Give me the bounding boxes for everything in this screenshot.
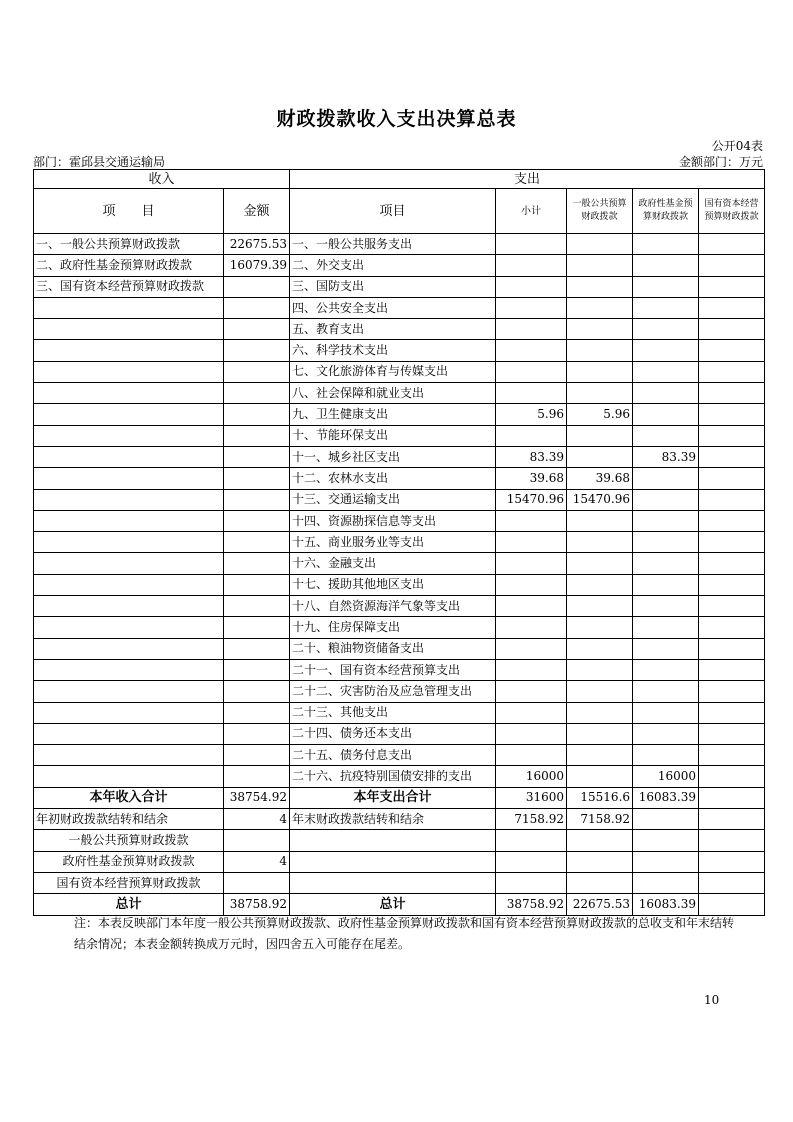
end-balance-label: 年末财政拨款结转和结余	[290, 809, 496, 830]
expense-state-capital	[699, 553, 765, 574]
total-row	[34, 830, 765, 851]
income-amount	[224, 340, 290, 361]
blank	[633, 872, 699, 893]
total-row	[34, 787, 765, 808]
total-row	[34, 809, 765, 830]
expense-state-capital	[699, 510, 765, 531]
table-row	[34, 361, 765, 382]
begin-sc-amount	[224, 872, 290, 893]
income-amount	[224, 425, 290, 446]
begin-general-amount	[224, 830, 290, 851]
table-row	[34, 532, 765, 553]
expense-state-capital	[699, 425, 765, 446]
year-income: 38754.92	[224, 787, 290, 808]
blank	[290, 851, 496, 872]
expense-general	[567, 553, 633, 574]
income-item	[34, 745, 224, 766]
year-expense-sc	[699, 787, 765, 808]
expense-state-capital	[699, 681, 765, 702]
expense-item: 十六、金融支出	[290, 553, 496, 574]
expense-state-capital	[699, 723, 765, 744]
expense-gov-fund	[633, 340, 699, 361]
unit-label: 金额部门：万元	[678, 155, 763, 169]
expense-item: 八、社会保障和就业支出	[290, 383, 496, 404]
expense-general	[567, 702, 633, 723]
end-balance-subtotal: 7158.92	[496, 809, 567, 830]
expense-general	[567, 446, 633, 467]
expense-item: 二十、粮油物资储备支出	[290, 638, 496, 659]
income-item	[34, 766, 224, 787]
end-balance-gov	[633, 809, 699, 830]
income-item	[34, 574, 224, 595]
expense-state-capital	[699, 468, 765, 489]
table-row	[34, 638, 765, 659]
expense-gov-fund	[633, 638, 699, 659]
expense-item: 九、卫生健康支出	[290, 404, 496, 425]
total-row	[34, 872, 765, 893]
income-amount	[224, 446, 290, 467]
expense-header: 支出	[290, 170, 765, 189]
income-item	[34, 468, 224, 489]
blank	[496, 872, 567, 893]
blank	[496, 830, 567, 851]
income-amount	[224, 319, 290, 340]
blank	[567, 830, 633, 851]
expense-state-capital	[699, 404, 765, 425]
expense-general	[567, 510, 633, 531]
expense-general	[567, 361, 633, 382]
income-item	[34, 681, 224, 702]
expense-gov-fund	[633, 681, 699, 702]
expense-item: 二十六、抗疫特别国债安排的支出	[290, 766, 496, 787]
expense-gov-fund	[633, 532, 699, 553]
expense-subtotal	[496, 425, 567, 446]
expense-subtotal	[496, 383, 567, 404]
table-row	[34, 446, 765, 467]
expense-state-capital	[699, 702, 765, 723]
expense-gov-fund	[633, 702, 699, 723]
grand-total-income-label: 总计	[34, 894, 224, 915]
expense-general: 15470.96	[567, 489, 633, 510]
expense-state-capital	[699, 234, 765, 255]
expense-gov-fund: 16000	[633, 766, 699, 787]
income-item	[34, 617, 224, 638]
income-amount	[224, 404, 290, 425]
grand-total-income: 38758.92	[224, 894, 290, 915]
form-number: 公开04表	[711, 139, 763, 153]
expense-state-capital	[699, 745, 765, 766]
expense-general	[567, 340, 633, 361]
expense-gov-fund	[633, 489, 699, 510]
expense-item: 十一、城乡社区支出	[290, 446, 496, 467]
table-row	[34, 702, 765, 723]
page-title: 财政拨款收入支出决算总表	[276, 108, 517, 130]
expense-subtotal	[496, 532, 567, 553]
table-row	[34, 319, 765, 340]
income-item	[34, 383, 224, 404]
table-row	[34, 510, 765, 531]
header-row-1	[34, 170, 765, 189]
expense-item: 四、公共安全支出	[290, 297, 496, 318]
expense-subtotal: 15470.96	[496, 489, 567, 510]
expense-general	[567, 383, 633, 404]
table-row	[34, 383, 765, 404]
income-item-header: 项 目	[34, 189, 224, 234]
expense-item: 七、文化旅游体育与传媒支出	[290, 361, 496, 382]
expense-subtotal	[496, 361, 567, 382]
blank	[567, 872, 633, 893]
table-row	[34, 340, 765, 361]
subtotal-header: 小计	[496, 189, 567, 234]
expense-subtotal	[496, 297, 567, 318]
expense-gov-fund	[633, 255, 699, 276]
blank	[290, 830, 496, 851]
expense-subtotal	[496, 340, 567, 361]
blank	[699, 830, 765, 851]
expense-state-capital	[699, 383, 765, 404]
expense-gov-fund	[633, 659, 699, 680]
expense-gov-fund	[633, 276, 699, 297]
income-item	[34, 702, 224, 723]
total-row	[34, 894, 765, 915]
expense-item: 十八、自然资源海洋气象等支出	[290, 596, 496, 617]
blank	[699, 872, 765, 893]
grand-total-general: 22675.53	[567, 894, 633, 915]
expense-state-capital	[699, 489, 765, 510]
expense-item-header: 项目	[290, 189, 496, 234]
expense-gov-fund	[633, 745, 699, 766]
grand-total-expense-label: 总计	[290, 894, 496, 915]
expense-item: 六、科学技术支出	[290, 340, 496, 361]
blank	[699, 851, 765, 872]
year-expense-subtotal: 31600	[496, 787, 567, 808]
income-amount	[224, 510, 290, 531]
expense-state-capital	[699, 446, 765, 467]
table-row	[34, 276, 765, 297]
table-row	[34, 596, 765, 617]
income-item	[34, 532, 224, 553]
expense-item: 五、教育支出	[290, 319, 496, 340]
income-item	[34, 425, 224, 446]
expense-state-capital	[699, 532, 765, 553]
expense-item: 十七、援助其他地区支出	[290, 574, 496, 595]
blank	[496, 851, 567, 872]
expense-state-capital	[699, 596, 765, 617]
expense-subtotal	[496, 319, 567, 340]
expense-subtotal	[496, 553, 567, 574]
income-item: 三、国有资本经营预算财政拨款	[34, 276, 224, 297]
table-row	[34, 489, 765, 510]
expense-item: 十三、交通运输支出	[290, 489, 496, 510]
income-item	[34, 340, 224, 361]
expense-state-capital	[699, 766, 765, 787]
expense-gov-fund	[633, 361, 699, 382]
expense-item: 十二、农林水支出	[290, 468, 496, 489]
expense-general	[567, 617, 633, 638]
expense-state-capital	[699, 617, 765, 638]
begin-gov-label: 政府性基金预算财政拨款	[34, 851, 224, 872]
income-amount	[224, 574, 290, 595]
table-row	[34, 723, 765, 744]
expense-gov-fund	[633, 425, 699, 446]
expense-subtotal	[496, 234, 567, 255]
income-item	[34, 489, 224, 510]
expense-state-capital	[699, 255, 765, 276]
blank	[567, 851, 633, 872]
year-expense-general: 15516.6	[567, 787, 633, 808]
expense-general: 39.68	[567, 468, 633, 489]
expense-subtotal: 16000	[496, 766, 567, 787]
income-amount	[224, 276, 290, 297]
income-item	[34, 659, 224, 680]
income-amount: 22675.53	[224, 234, 290, 255]
expense-general	[567, 659, 633, 680]
header-row-2	[34, 189, 765, 234]
expense-gov-fund	[633, 383, 699, 404]
expense-item: 二、外交支出	[290, 255, 496, 276]
income-amount	[224, 702, 290, 723]
expense-item: 三、国防支出	[290, 276, 496, 297]
expense-gov-fund	[633, 510, 699, 531]
begin-sc-label: 国有资本经营预算财政拨款	[34, 872, 224, 893]
expense-gov-fund	[633, 574, 699, 595]
table-row	[34, 766, 765, 787]
expense-subtotal	[496, 745, 567, 766]
expense-subtotal	[496, 723, 567, 744]
expense-subtotal	[496, 574, 567, 595]
expense-subtotal	[496, 510, 567, 531]
blank	[633, 830, 699, 851]
expense-general	[567, 766, 633, 787]
expense-subtotal	[496, 638, 567, 659]
department-label: 部门：霍邱县交通运输局	[33, 155, 166, 169]
expense-subtotal: 5.96	[496, 404, 567, 425]
begin-balance-label: 年初财政拨款结转和结余	[34, 809, 224, 830]
year-expense-label: 本年支出合计	[290, 787, 496, 808]
expense-item: 二十四、债务还本支出	[290, 723, 496, 744]
table-row	[34, 659, 765, 680]
expense-gov-fund	[633, 468, 699, 489]
income-amount	[224, 638, 290, 659]
income-amount-header: 金额	[224, 189, 290, 234]
income-item	[34, 638, 224, 659]
total-row	[34, 851, 765, 872]
income-item	[34, 361, 224, 382]
expense-gov-fund	[633, 297, 699, 318]
grand-total-gov: 16083.39	[633, 894, 699, 915]
income-item	[34, 319, 224, 340]
income-header: 收入	[34, 170, 290, 189]
expense-state-capital	[699, 638, 765, 659]
expense-gov-fund	[633, 234, 699, 255]
expense-general	[567, 297, 633, 318]
expense-general	[567, 638, 633, 659]
expense-item: 十五、商业服务业等支出	[290, 532, 496, 553]
state-capital-header: 国有资本经营预算财政拨款	[699, 189, 765, 234]
expense-item: 二十五、债务付息支出	[290, 745, 496, 766]
expense-item: 十四、资源勘探信息等支出	[290, 510, 496, 531]
expense-item: 二十三、其他支出	[290, 702, 496, 723]
expense-state-capital	[699, 340, 765, 361]
expense-state-capital	[699, 574, 765, 595]
table-row	[34, 553, 765, 574]
income-amount	[224, 468, 290, 489]
footnote: 注：本表反映部门本年度一般公共预算财政拨款、政府性基金预算财政拨款和国有资本经营预算财政拨款的总收支和年末结转结余情况；本表金额转换成万元时，因四舍五入可能存在尾差。	[74, 916, 735, 951]
table-row	[34, 425, 765, 446]
table-row	[34, 617, 765, 638]
expense-gov-fund	[633, 596, 699, 617]
expense-general	[567, 255, 633, 276]
income-item: 一、一般公共预算财政拨款	[34, 234, 224, 255]
page-number: 10	[704, 993, 720, 1007]
expense-subtotal: 83.39	[496, 446, 567, 467]
expense-subtotal	[496, 681, 567, 702]
income-amount	[224, 596, 290, 617]
expense-state-capital	[699, 297, 765, 318]
begin-general-label: 一般公共预算财政拨款	[34, 830, 224, 851]
expense-gov-fund	[633, 723, 699, 744]
income-item: 二、政府性基金预算财政拨款	[34, 255, 224, 276]
expense-gov-fund: 83.39	[633, 446, 699, 467]
income-amount	[224, 659, 290, 680]
expense-gov-fund	[633, 617, 699, 638]
blank	[633, 851, 699, 872]
expense-general	[567, 532, 633, 553]
expense-item: 二十一、国有资本经营预算支出	[290, 659, 496, 680]
income-item	[34, 723, 224, 744]
expense-general: 5.96	[567, 404, 633, 425]
table-row	[34, 234, 765, 255]
expense-state-capital	[699, 361, 765, 382]
expense-gov-fund	[633, 404, 699, 425]
table-row	[34, 297, 765, 318]
table-row	[34, 404, 765, 425]
expense-gov-fund	[633, 319, 699, 340]
expense-general	[567, 319, 633, 340]
income-amount	[224, 553, 290, 574]
begin-balance-amount: 4	[224, 809, 290, 830]
expense-general	[567, 425, 633, 446]
income-amount	[224, 532, 290, 553]
income-amount	[224, 681, 290, 702]
grand-total-subtotal: 38758.92	[496, 894, 567, 915]
income-amount	[224, 745, 290, 766]
income-amount: 16079.39	[224, 255, 290, 276]
expense-subtotal: 39.68	[496, 468, 567, 489]
table-row	[34, 681, 765, 702]
expense-general	[567, 681, 633, 702]
gov-fund-header: 政府性基金预算财政拨款	[633, 189, 699, 234]
income-amount	[224, 297, 290, 318]
income-amount	[224, 617, 290, 638]
expense-state-capital	[699, 319, 765, 340]
income-item	[34, 297, 224, 318]
expense-state-capital	[699, 659, 765, 680]
table-row	[34, 574, 765, 595]
expense-general	[567, 723, 633, 744]
income-item	[34, 553, 224, 574]
income-item	[34, 510, 224, 531]
expense-item: 十九、住房保障支出	[290, 617, 496, 638]
income-amount	[224, 766, 290, 787]
end-balance-general: 7158.92	[567, 809, 633, 830]
begin-gov-amount: 4	[224, 851, 290, 872]
end-balance-sc	[699, 809, 765, 830]
budget-table	[33, 169, 765, 916]
expense-general	[567, 745, 633, 766]
income-item	[34, 596, 224, 617]
expense-general	[567, 596, 633, 617]
grand-total-sc	[699, 894, 765, 915]
income-amount	[224, 361, 290, 382]
expense-general	[567, 574, 633, 595]
income-amount	[224, 489, 290, 510]
expense-subtotal	[496, 255, 567, 276]
income-amount	[224, 383, 290, 404]
expense-general	[567, 234, 633, 255]
expense-item: 十、节能环保支出	[290, 425, 496, 446]
expense-general	[567, 276, 633, 297]
expense-item: 二十二、灾害防治及应急管理支出	[290, 681, 496, 702]
general-budget-header: 一般公共预算财政拨款	[567, 189, 633, 234]
year-expense-gov: 16083.39	[633, 787, 699, 808]
income-amount	[224, 723, 290, 744]
table-row	[34, 255, 765, 276]
income-item	[34, 446, 224, 467]
table-row	[34, 745, 765, 766]
expense-gov-fund	[633, 553, 699, 574]
expense-item: 一、一般公共服务支出	[290, 234, 496, 255]
expense-subtotal	[496, 596, 567, 617]
year-income-label: 本年收入合计	[34, 787, 224, 808]
expense-subtotal	[496, 276, 567, 297]
table-row	[34, 468, 765, 489]
expense-subtotal	[496, 617, 567, 638]
expense-state-capital	[699, 276, 765, 297]
expense-subtotal	[496, 702, 567, 723]
blank	[290, 872, 496, 893]
expense-subtotal	[496, 659, 567, 680]
income-item	[34, 404, 224, 425]
